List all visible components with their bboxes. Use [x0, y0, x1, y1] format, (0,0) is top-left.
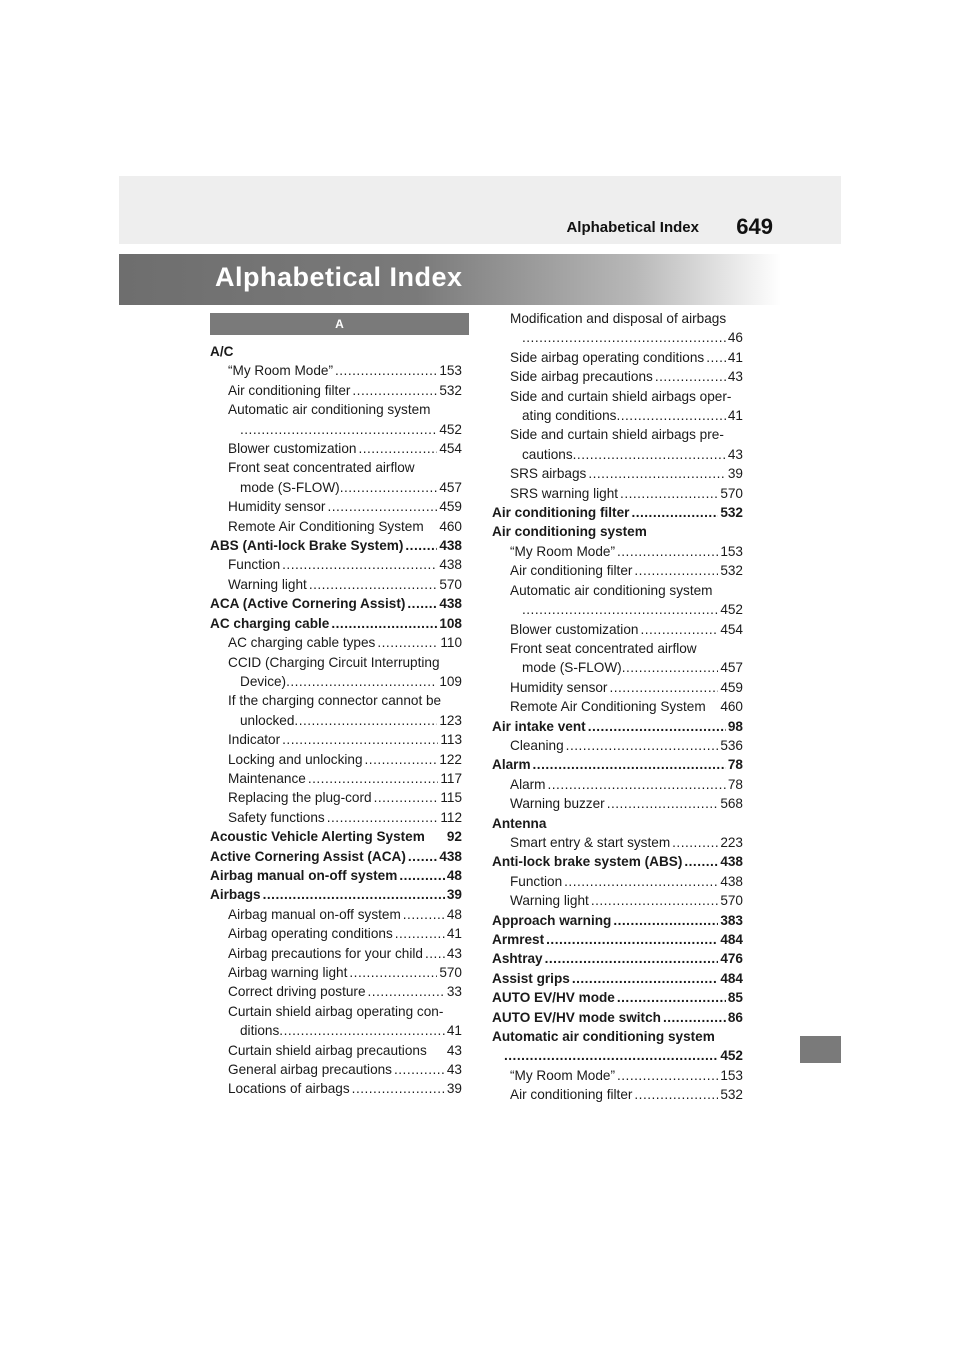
index-page-ref: 41 [727, 349, 743, 365]
index-entry[interactable] [210, 808, 462, 827]
index-entry-term: Air intake vent [492, 718, 586, 734]
index-entry-term: AC charging cable types [228, 635, 376, 651]
index-page-ref: 78 [727, 757, 743, 773]
index-entry[interactable] [210, 691, 462, 730]
index-page-ref: 98 [727, 718, 743, 734]
dot-leader [572, 969, 719, 988]
index-entry[interactable] [492, 1027, 743, 1066]
index-entry-term-cont: mode (S-FLOW) [240, 479, 340, 495]
dot-leader [663, 1008, 726, 1027]
index-page-ref: 46 [727, 330, 743, 346]
dot-leader [282, 730, 438, 749]
index-entry-term-cont: mode (S-FLOW) [522, 660, 622, 676]
index-entry-term: Antenna [492, 815, 547, 831]
index-page-ref: 43 [727, 369, 743, 385]
index-entry-term-cont: ating conditions [522, 408, 617, 424]
index-page-ref: 457 [439, 479, 462, 495]
index-entry[interactable] [210, 1079, 462, 1098]
dot-leader [368, 982, 445, 1001]
dot-leader [399, 866, 445, 885]
index-entry[interactable] [492, 542, 743, 561]
index-entry-term: CCID (Charging Circuit Interrupting [228, 654, 440, 670]
dot-leader [616, 406, 725, 425]
index-entry-term: Correct driving posture [228, 984, 366, 1000]
index-page-ref: 438 [439, 848, 462, 864]
index-page-ref: 484 [720, 970, 743, 986]
dot-leader [607, 794, 719, 813]
dot-leader [706, 348, 726, 367]
index-page-ref: 484 [720, 932, 743, 947]
index-entry-continuation [228, 711, 462, 730]
index-entry-term: Automatic air conditioning system [492, 1029, 715, 1045]
dot-leader [394, 1060, 445, 1079]
index-entry[interactable] [210, 575, 462, 594]
index-entry-term: Modification and disposal of airbags [510, 311, 727, 326]
index-entry-term: ACA (Active Cornering Assist) [210, 596, 406, 612]
index-entry-term: Alarm [492, 757, 531, 773]
index-entry[interactable] [492, 639, 743, 678]
index-entry[interactable] [210, 1041, 462, 1060]
dot-leader [331, 614, 437, 633]
index-entry[interactable] [492, 930, 743, 949]
index-entry-term: SRS airbags [510, 466, 587, 482]
dot-leader [504, 1046, 718, 1065]
dot-leader [634, 1085, 718, 1104]
index-entry-term: Air conditioning filter [492, 505, 630, 521]
dot-leader [588, 717, 726, 736]
index-entry-term: Ashtray [492, 951, 543, 967]
index-entry[interactable] [210, 963, 462, 982]
index-entry-term: Front seat concentrated airflow [228, 460, 415, 476]
dot-leader [377, 633, 438, 652]
dot-leader [327, 497, 437, 516]
index-entry-continuation [228, 478, 462, 497]
index-entry[interactable] [210, 750, 462, 769]
dot-leader [240, 420, 437, 439]
letter-heading: A [210, 313, 469, 335]
index-page-ref: 43 [446, 1042, 462, 1058]
index-entry-continuation [510, 658, 743, 677]
index-entry[interactable] [492, 309, 743, 348]
index-entry-continuation [228, 1021, 462, 1040]
index-entry[interactable] [492, 1066, 743, 1085]
dot-leader [588, 464, 726, 483]
index-page-ref: 459 [439, 499, 462, 515]
index-entry-term-cont: ditions [240, 1023, 280, 1039]
dot-leader [327, 808, 439, 827]
index-page-ref: 452 [720, 602, 743, 618]
index-entry[interactable] [210, 982, 462, 1001]
index-page-ref: 108 [439, 615, 462, 631]
index-entry-term: Front seat concentrated airflow [510, 640, 697, 656]
index-entry-term: Curtain shield airbag operating con- [228, 1003, 444, 1019]
index-page-ref: 112 [440, 809, 462, 825]
index-column-left [210, 342, 462, 1099]
index-entry[interactable] [492, 814, 743, 833]
dot-leader [340, 478, 438, 497]
page-title: Alphabetical Index [215, 262, 463, 292]
index-entry[interactable] [210, 594, 462, 613]
index-entry-term: AUTO EV/HV mode [492, 990, 615, 1006]
index-page-ref: 41 [446, 1023, 462, 1039]
index-entry[interactable] [492, 988, 743, 1007]
index-page-ref: 438 [439, 557, 462, 573]
index-entry-term: Warning light [510, 893, 589, 909]
index-entry-term-cont: Device) [240, 673, 287, 689]
index-entry[interactable] [210, 361, 462, 380]
index-page-ref: 460 [439, 518, 462, 534]
index-page-ref: 85 [727, 990, 743, 1006]
index-entry-term: Blower customization [228, 441, 357, 457]
index-page-ref: 39 [446, 1081, 462, 1097]
index-entry-continuation [228, 672, 462, 691]
index-entry[interactable] [492, 1085, 743, 1104]
index-entry-term: Airbag warning light [228, 965, 348, 980]
index-entry-term: Function [228, 557, 281, 573]
dot-leader [564, 872, 718, 891]
index-page-ref: 438 [439, 538, 462, 554]
index-entry-continuation [510, 445, 743, 464]
index-entry[interactable] [210, 788, 462, 807]
index-entry-term: Air conditioning filter [510, 563, 633, 579]
index-entry[interactable] [492, 891, 743, 910]
index-entry-term: Side and curtain shield airbags pre- [510, 427, 724, 443]
dot-leader [617, 542, 718, 561]
dot-leader [617, 988, 726, 1007]
index-entry[interactable] [210, 633, 462, 652]
index-entry-term: A/C [210, 344, 234, 359]
page-header [119, 176, 841, 244]
index-entry-term: Remote Air Conditioning System [228, 518, 424, 534]
dot-leader [631, 503, 718, 522]
index-page-ref: 153 [439, 363, 462, 379]
dot-leader [609, 678, 718, 697]
dot-leader [407, 594, 437, 613]
dot-leader [286, 672, 437, 691]
index-entry-term: Warning light [228, 576, 307, 592]
dot-leader [533, 755, 726, 774]
dot-leader [335, 361, 437, 380]
index-entry[interactable] [210, 1002, 462, 1041]
index-entry[interactable] [492, 387, 743, 426]
dot-leader [308, 769, 438, 788]
index-page-ref: 41 [727, 408, 743, 424]
index-page-ref: 41 [446, 926, 462, 942]
index-entry-term: “My Room Mode” [228, 363, 333, 379]
index-column-right [492, 309, 743, 1105]
index-entry-term: Assist grips [492, 970, 570, 986]
index-entry[interactable] [492, 852, 743, 871]
index-entry-term: Airbag manual on-off system [228, 906, 401, 922]
dot-leader [349, 963, 437, 982]
index-entry-term: Remote Air Conditioning System [510, 699, 706, 715]
index-entry[interactable] [492, 717, 743, 736]
dot-leader [617, 1066, 718, 1085]
index-entry[interactable] [492, 775, 743, 794]
index-page-ref: 452 [439, 421, 462, 437]
index-entry-term: Cleaning [510, 737, 564, 753]
index-entry-term: “My Room Mode” [510, 1067, 615, 1083]
index-entry[interactable] [210, 555, 462, 574]
index-entry[interactable] [492, 872, 743, 891]
dot-leader [522, 600, 718, 619]
index-entry[interactable] [210, 400, 462, 439]
index-page-ref: 115 [440, 790, 462, 806]
index-entry-term: Smart entry & start system [510, 834, 671, 850]
dot-leader [403, 905, 445, 924]
index-entry-term: Locations of airbags [228, 1081, 350, 1097]
dot-leader [294, 711, 437, 730]
index-page-ref: 570 [720, 485, 743, 501]
dot-leader [352, 381, 437, 400]
index-entry-term: Function [510, 873, 563, 889]
header-section-label: Alphabetical Index [566, 219, 699, 236]
index-entry[interactable] [210, 769, 462, 788]
index-page-ref: 570 [439, 965, 462, 980]
index-entry[interactable] [492, 969, 743, 988]
index-entry[interactable] [210, 536, 462, 555]
index-side-tab [800, 1036, 841, 1063]
index-entry[interactable] [210, 342, 462, 361]
index-entry-continuation [510, 406, 743, 425]
index-entry-term: ABS (Anti-lock Brake System) [210, 538, 404, 554]
index-entry[interactable] [210, 944, 462, 963]
index-page-ref: 454 [720, 621, 743, 637]
index-entry-term: “My Room Mode” [510, 543, 615, 559]
dot-leader [522, 328, 726, 347]
index-page-ref: 86 [727, 1009, 743, 1025]
index-entry[interactable] [492, 736, 743, 755]
index-entry-term: Indicator [228, 732, 281, 748]
index-entry-term: Air conditioning system [492, 524, 647, 540]
index-entry[interactable] [492, 697, 743, 716]
index-entry[interactable] [210, 847, 462, 866]
index-entry-term-cont: unlocked [240, 712, 295, 728]
dot-leader [405, 536, 437, 555]
index-entry-continuation [228, 420, 462, 439]
index-page-ref: 532 [720, 505, 743, 521]
title-band [119, 254, 781, 305]
index-page-ref: 532 [720, 1087, 743, 1103]
index-page-ref: 33 [446, 984, 462, 1000]
index-entry-term: Airbag manual on-off system [210, 867, 398, 883]
index-entry[interactable] [492, 561, 743, 580]
index-entry[interactable] [492, 581, 743, 620]
index-entry[interactable] [210, 827, 462, 846]
index-page-ref: 39 [446, 887, 462, 903]
index-entry[interactable] [210, 885, 462, 904]
index-entry[interactable] [492, 522, 743, 541]
index-entry-term: AC charging cable [210, 615, 330, 631]
index-entry-term: Side airbag operating conditions [510, 349, 705, 365]
index-entry[interactable] [210, 497, 462, 516]
index-entry[interactable] [492, 949, 743, 968]
index-entry-continuation [492, 1046, 743, 1065]
dot-leader [640, 620, 718, 639]
index-entry[interactable] [210, 439, 462, 458]
index-entry-term: If the charging connector cannot be [228, 693, 442, 709]
index-page-ref: 460 [720, 699, 743, 715]
dot-leader [684, 852, 718, 871]
index-entry-term: Air conditioning filter [228, 382, 351, 398]
index-entry-term: Warning buzzer [510, 796, 605, 812]
index-entry-term: Replacing the plug-cord [228, 790, 372, 806]
index-entry-term: Active Cornering Assist (ACA) [210, 848, 406, 864]
index-entry[interactable] [210, 924, 462, 943]
index-entry-term: Locking and unlocking [228, 751, 363, 767]
index-page-ref: 452 [720, 1048, 743, 1064]
index-entry-term: General airbag precautions [228, 1062, 392, 1078]
dot-leader [352, 1079, 445, 1098]
index-entry[interactable] [210, 866, 462, 885]
index-page-ref: 383 [720, 912, 743, 928]
index-page-ref: 43 [446, 945, 462, 961]
dot-leader [282, 555, 437, 574]
index-page-ref: 536 [720, 737, 743, 753]
index-entry[interactable] [492, 1008, 743, 1027]
index-entry[interactable] [492, 794, 743, 813]
index-entry[interactable] [492, 503, 743, 522]
index-entry-term: Side airbag precautions [510, 369, 653, 385]
index-entry-continuation [510, 600, 743, 619]
index-page-ref: 532 [720, 563, 743, 579]
index-entry-term: Curtain shield airbag precautions [228, 1042, 427, 1058]
index-entry-term: Alarm [510, 776, 546, 792]
index-entry-term: Airbag operating conditions [228, 926, 393, 942]
index-entry-term: SRS warning light [510, 485, 619, 501]
index-page-ref: 43 [446, 1062, 462, 1078]
index-page-ref: 48 [446, 867, 462, 883]
index-page-ref: 109 [439, 673, 462, 689]
dot-leader [279, 1021, 445, 1040]
dot-leader [548, 775, 726, 794]
dot-leader [545, 949, 719, 968]
index-entry[interactable] [492, 911, 743, 930]
index-entry[interactable] [492, 620, 743, 639]
index-entry-term: Anti-lock brake system (ABS) [492, 854, 683, 870]
index-entry[interactable] [492, 484, 743, 503]
index-entry-term: Automatic air conditioning system [510, 582, 713, 598]
dot-leader [374, 788, 439, 807]
index-page-ref: 123 [439, 712, 462, 728]
dot-leader [408, 847, 437, 866]
index-page-ref: 39 [727, 466, 743, 482]
dot-leader [395, 924, 445, 943]
index-page-ref: 568 [720, 796, 743, 812]
index-page-ref: 153 [720, 543, 743, 559]
index-entry[interactable] [210, 1060, 462, 1079]
index-page-ref: 122 [439, 751, 462, 767]
dot-leader [672, 833, 718, 852]
index-entry-term: Air conditioning filter [510, 1087, 633, 1103]
index-entry[interactable] [210, 381, 462, 400]
index-page-ref: 532 [439, 382, 462, 398]
index-page-ref: 438 [720, 854, 743, 870]
dot-leader [425, 944, 445, 963]
index-page-ref: 457 [720, 660, 743, 676]
index-entry[interactable] [210, 614, 462, 633]
index-page-ref: 438 [720, 873, 743, 889]
index-entry-term: Maintenance [228, 770, 306, 786]
index-entry[interactable] [210, 458, 462, 497]
index-entry-term: Humidity sensor [228, 499, 326, 515]
index-entry[interactable] [210, 517, 462, 536]
index-page-ref: 117 [440, 770, 462, 786]
index-page-ref: 223 [720, 834, 743, 850]
index-entry-term: Side and curtain shield airbags oper- [510, 388, 732, 404]
index-entry[interactable] [492, 367, 743, 386]
index-page-ref: 110 [440, 635, 462, 651]
index-page-ref: 570 [439, 576, 462, 592]
dot-leader [591, 891, 718, 910]
index-page-ref: 48 [446, 906, 462, 922]
index-entry[interactable] [210, 653, 462, 692]
dot-leader [573, 445, 726, 464]
index-entry[interactable] [492, 678, 743, 697]
dot-leader [655, 367, 726, 386]
index-entry-term: Acoustic Vehicle Alerting System [210, 829, 425, 845]
index-page-ref: 92 [446, 829, 462, 845]
page-number: 649 [736, 214, 773, 239]
index-entry-term: Armrest [492, 932, 545, 947]
index-entry-term: Airbag precautions for your child [228, 945, 423, 961]
dot-leader [566, 736, 719, 755]
index-page-ref: 459 [720, 679, 743, 695]
index-entry[interactable] [492, 348, 743, 367]
index-entry-term: Airbags [210, 887, 261, 903]
index-page-ref: 113 [440, 732, 462, 748]
dot-leader [622, 658, 719, 677]
index-entry-term: Automatic air conditioning system [228, 402, 431, 418]
index-entry[interactable] [210, 905, 462, 924]
index-page-ref: 570 [720, 893, 743, 909]
index-entry[interactable] [492, 833, 743, 852]
index-page-ref: 153 [720, 1067, 743, 1083]
index-entry-term: Blower customization [510, 621, 639, 637]
index-page-ref: 43 [727, 446, 743, 462]
index-entry-term: Humidity sensor [510, 679, 608, 695]
index-entry-term: Approach warning [492, 912, 612, 928]
index-entry-term: Safety functions [228, 809, 325, 825]
index-page-ref: 476 [720, 951, 743, 967]
index-entry[interactable] [492, 425, 743, 464]
dot-leader [613, 911, 718, 930]
index-page-ref: 78 [727, 776, 743, 792]
dot-leader [358, 439, 437, 458]
index-entry-term-cont: cautions [522, 446, 573, 462]
dot-leader [620, 484, 718, 503]
dot-leader [263, 885, 445, 904]
dot-leader [634, 561, 718, 580]
index-entry[interactable] [492, 464, 743, 483]
dot-leader [546, 930, 718, 949]
index-page-ref: 454 [439, 441, 462, 457]
dot-leader [309, 575, 437, 594]
index-entry[interactable] [492, 755, 743, 774]
dot-leader [365, 750, 438, 769]
index-entry-continuation [510, 328, 743, 347]
index-entry-term: AUTO EV/HV mode switch [492, 1009, 661, 1025]
index-page-ref: 438 [439, 596, 462, 612]
index-entry[interactable] [210, 730, 462, 749]
